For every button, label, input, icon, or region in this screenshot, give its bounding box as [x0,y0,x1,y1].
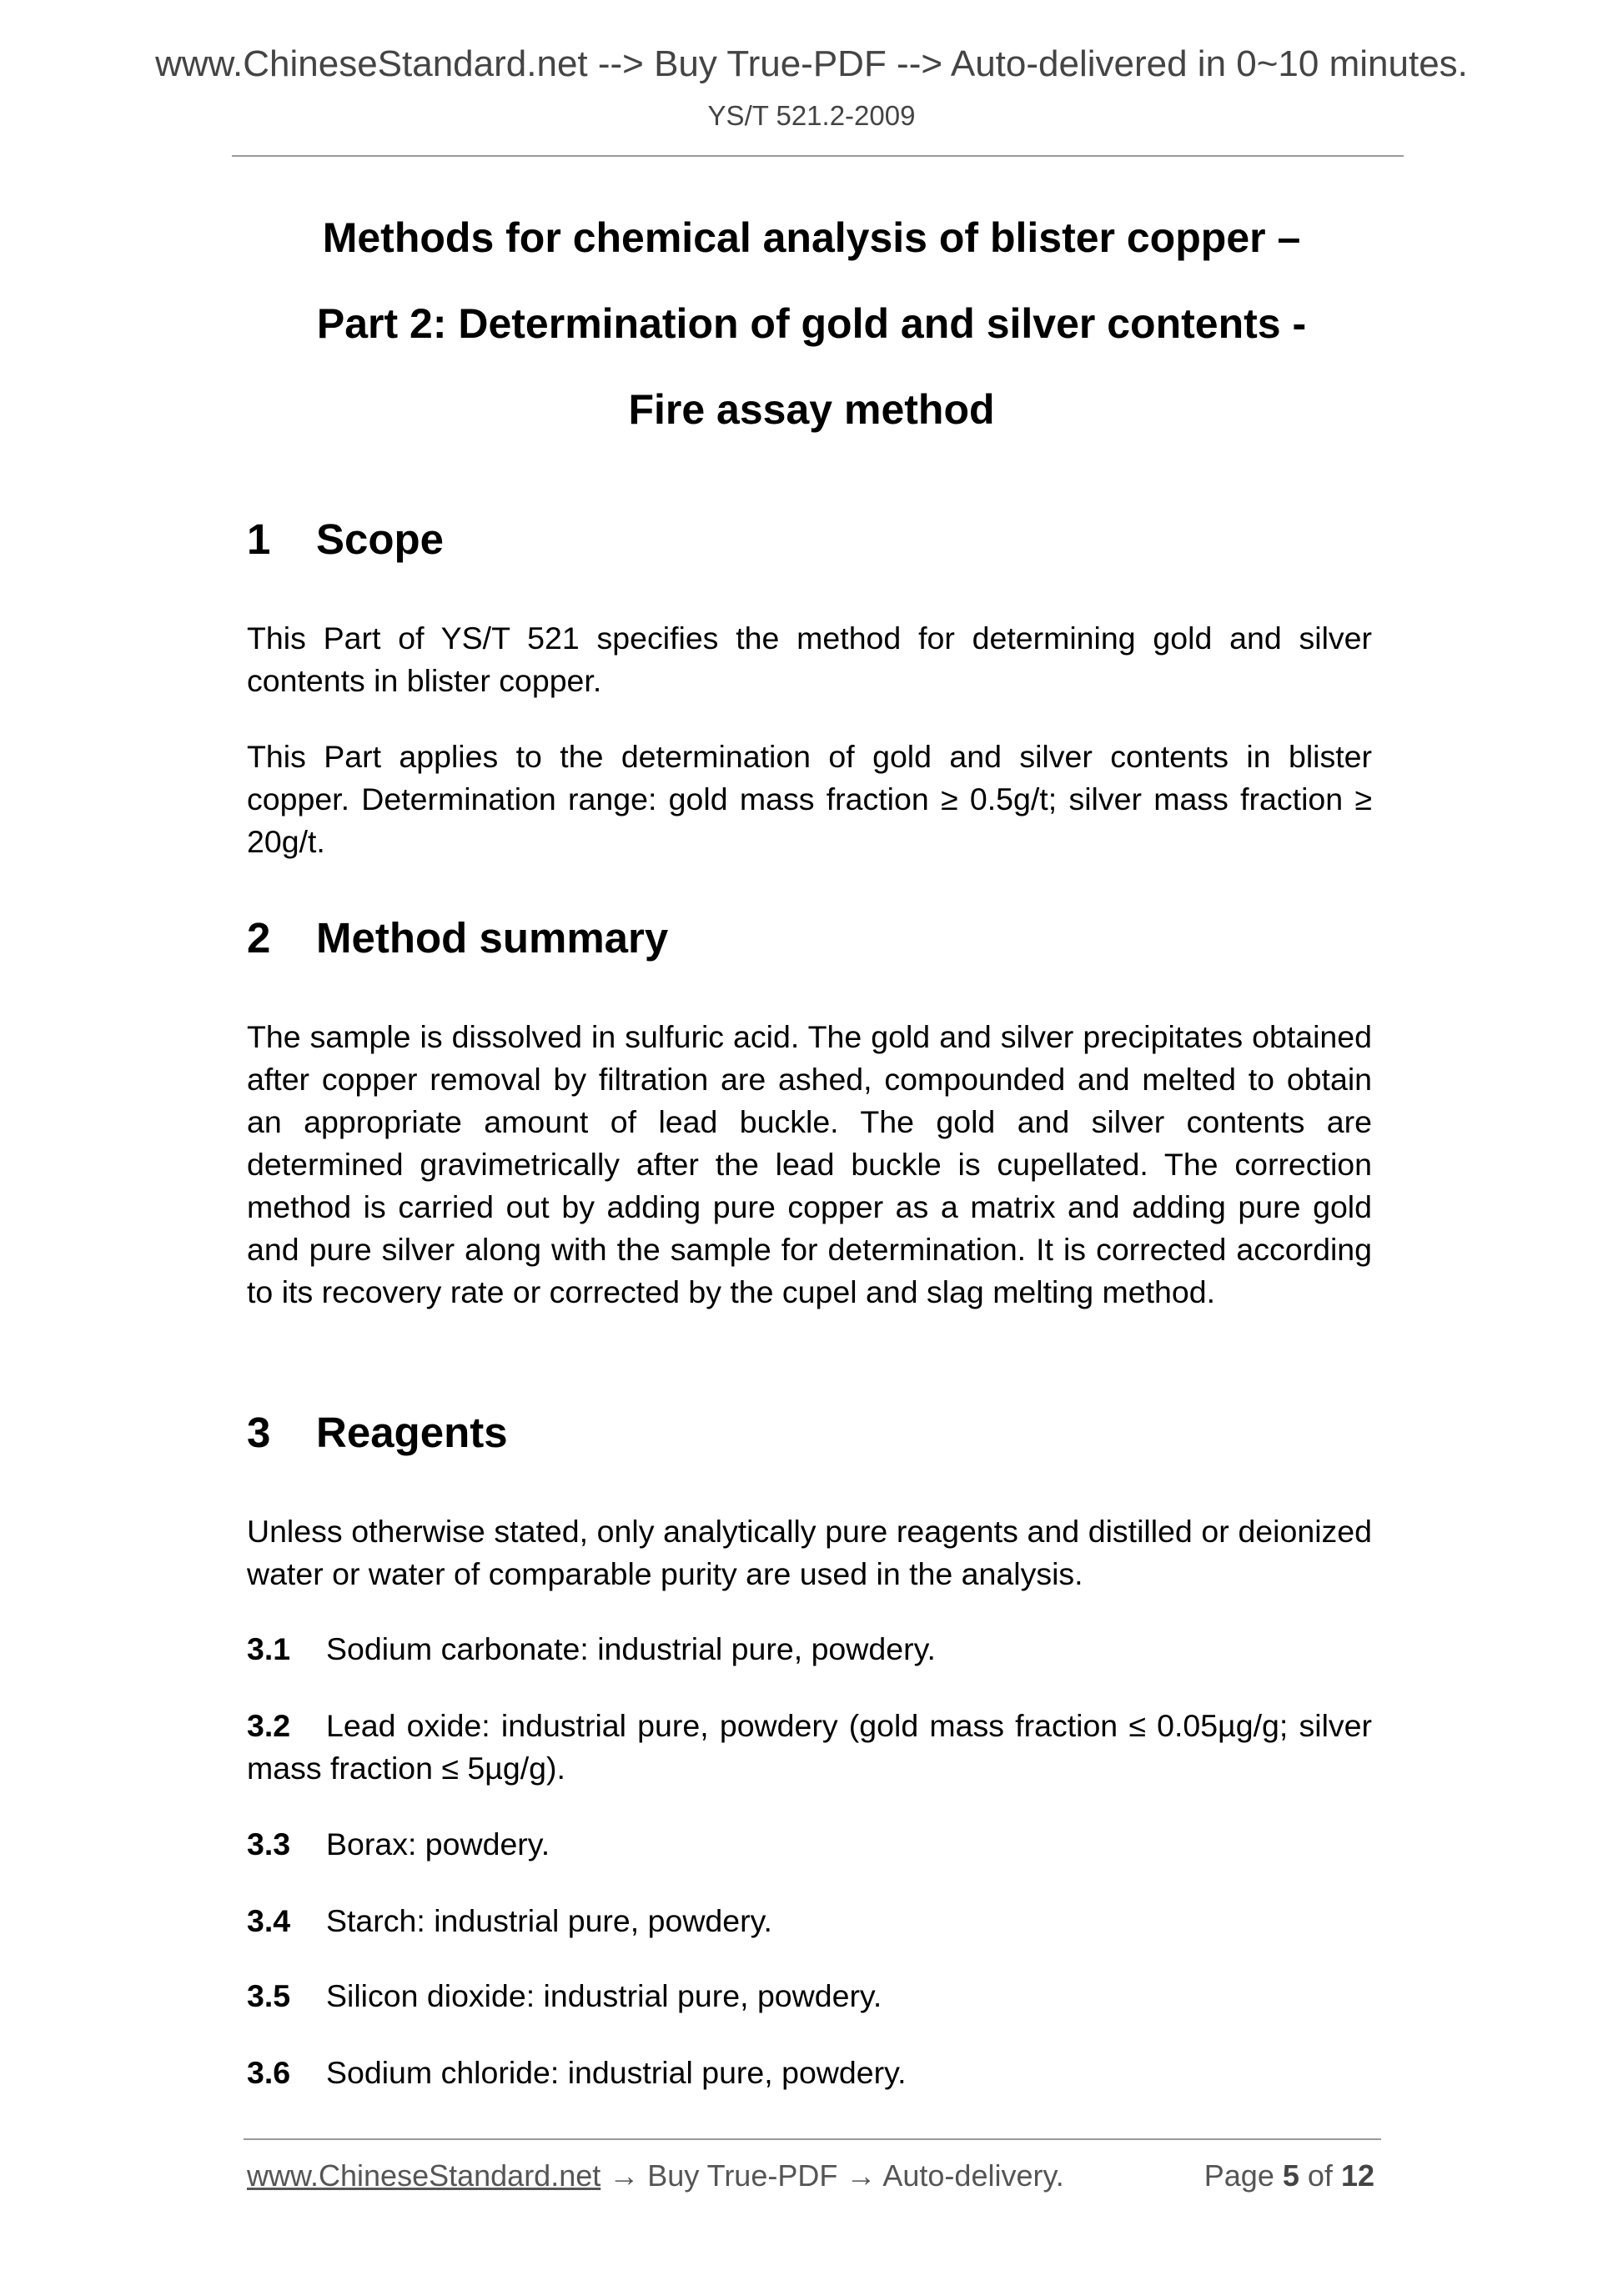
page-total: 12 [1340,2158,1374,2193]
paragraph: The sample is dissolved in sulfuric acid. The gold and silver precipitates obtained after copper removal by filtration are ashed, compounded and melted to obtain an appropriate amount of lead buckle. The gold and silver contents are determined gravimetrically after the lead buckle is cupellated. The correction method is carried out by adding pure copper as a matrix and adding pure gold and pure silver along with the sample for determination. It is corrected according to its recovery rate or corrected by the cupel and slag melting method. [247,1019,1372,1309]
reagent-item [247,1900,1372,1942]
reagent-item [247,1975,1372,2017]
section-number: 2 [247,914,271,962]
reagent-item [247,1705,1372,1790]
section-title: Reagents [316,1409,508,1456]
section-title: Scope [316,515,445,563]
item-text: Sodium chloride: industrial pure, powdery. [326,2055,907,2090]
section-title: Method summary [316,914,669,962]
footer-text: Buy True-PDF [647,2158,838,2193]
item-text: Borax: powdery. [326,1826,550,1861]
item-text: Starch: industrial pure, powdery. [326,1903,772,1938]
footer-site-link[interactable]: www.ChineseStandard.net [247,2158,601,2193]
item-number: 3.6 [247,2055,291,2090]
paragraph: This Part applies to the determination of gold and silver contents in blister copper. Determination range: gold mass fraction ≥ 0.5g/t; silver mass fraction ≥ 20g/t. [247,739,1372,859]
item-text: Silicon dioxide: industrial pure, powdery. [326,1978,882,2013]
header-banner: www.ChineseStandard.net --> Buy True-PDF --> Auto-delivered in 0~10 minutes. [155,43,1468,84]
item-number: 3.1 [247,1631,291,1666]
document-title-line-3: Fire assay method [628,386,995,433]
footer-text: Auto-delivery. [882,2158,1064,2193]
paragraph: This Part of YS/T 521 specifies the method for determining gold and silver contents in blister copper. [247,620,1372,698]
section-number: 3 [247,1409,271,1456]
standard-code: YS/T 521.2-2009 [707,100,916,131]
item-number: 3.3 [247,1826,291,1861]
reagent-item [247,2052,1372,2094]
reagent-item [247,1823,1372,1866]
document-title-line-1: Methods for chemical analysis of blister copper – [322,214,1301,261]
item-number: 3.2 [247,1708,291,1743]
section-heading-scope [247,515,444,564]
of-label: of [1307,2158,1333,2193]
footer-left [247,2158,1064,2193]
item-number: 3.5 [247,1978,291,2013]
section-heading-method-summary [247,913,668,962]
item-number: 3.4 [247,1903,291,1938]
arrow-right-icon: → [846,2158,877,2193]
reagent-item [247,1628,1372,1671]
item-text: Lead oxide: industrial pure, powdery (gold mass fraction ≤ 0.05µg/g; silver mass fraction ≤ 5µg/g). [247,1708,1372,1786]
page-label: Page [1203,2158,1274,2193]
paragraph: Unless otherwise stated, only analytically pure reagents and distilled or deionized water or water of comparable purity are used in the analysis. [247,1514,1372,1591]
item-text: Sodium carbonate: industrial pure, powdery. [326,1631,936,1666]
header-divider [232,155,1404,157]
arrow-right-icon: → [609,2158,640,2193]
footer-divider [244,2138,1381,2140]
section-number: 1 [247,515,271,563]
page-indicator [1204,2158,1374,2193]
document-title-line-2: Part 2: Determination of gold and silver contents - [316,300,1307,347]
section-heading-reagents [247,1408,508,1457]
page-current: 5 [1282,2158,1299,2193]
